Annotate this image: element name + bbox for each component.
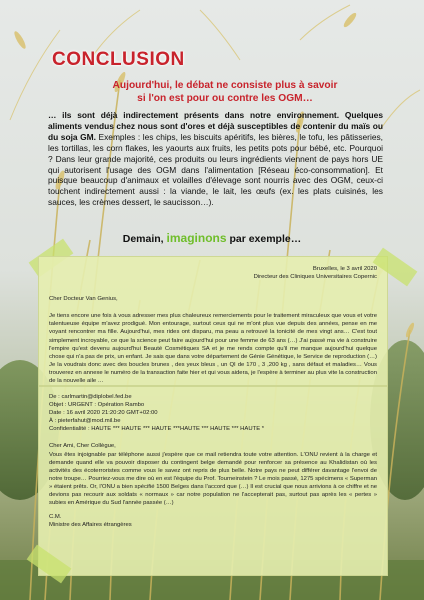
email-body: Vous êtes injoignable par téléphone aussi j'espère que ce mail retiendra toute votre attention. L'ONU revient à la charge et demande quand elle va pouvoir disposer du contingent belge demandé pour renforcer sa présence au Khalidistan où les activités des écoterroristes comme vous le savez ont repris de plus belle. Notre pays ne peut différer davantage l'envoi de notre troupe… Pourriez-vous me dire où en est l'équipe du Prof. Tourneinstein ? Le mois passé, 1275 spécimens « Superman » étaient prêts. Or, l'ONU a bien spécifié 1500 Belges dans l'accord que (…) Il est crucial que nous arrivions à ce chiffre et ne devions pas recourir aux soldats « normaux » car notre population ne l'accepterait pas, surtout pas après les « pertes » subies en Amérique du Sud l'année passée (…) [49,451,377,507]
email-greeting: Cher Ami, Cher Collègue, [49,443,116,450]
email-confidentiality: Confidentialité : HAUTE *** HAUTE *** HAUTE ***HAUTE *** HAUTE *** HAUTE * [49,426,265,433]
email-sig-initials: C.M. [49,514,62,521]
intro-lead: … ils sont déjà indirectement présents dans notre environnement. Quelques aliments vendus chez nous sont d'ores et déjà susceptibles de contenir du maïs ou du soja GM. [48,110,383,142]
subtitle [60,79,390,105]
email-to: À : pieterfahut@mod.mil.be [49,418,121,425]
tagline-highlight: imaginons [166,231,227,245]
email-date: Date : 16 avril 2020 21:20:20 GMT+02:00 [49,410,158,417]
letter-greeting: Cher Docteur Van Genius, [49,296,118,303]
intro-text: Exemples : les chips, les biscuits apéritifs, les bières, le tofu, les pâtisseries, les tortillas, les corn flakes, les yaourts aux fruits, les petits pots pour bébé, etc. Pourquoi ? Dans leur grande majorité, ces produits ou leurs ingrédients viennent de pays hors UE qui autorisent l'usage des OGM dans l'alimentation [Réseau éco-consommation]. Et puisque beaucoup d'animaux et volailles d'élevage sont nourris avec des OGM, ceux-ci touchent indirectement aussi : la viande, le lait, les œufs (ex. les plats cuisinés, les sauces, les crèmes dessert, le saucisson…). [48,131,384,208]
email-subject: Objet : URGENT : Opération Rambo [49,402,145,409]
letter-header [49,265,377,281]
subtitle-line-1: Aujourd'hui, le débat ne consiste plus à savoir [112,80,338,91]
email-header [49,393,377,433]
email-sig-title: Ministre des Affaires étrangères [49,522,132,529]
tagline-after: par exemple… [226,233,302,245]
letter-date: Bruxelles, le 3 avril 2020 [312,266,377,272]
letter-sender: Directeur des Cliniques Universitaires Copernic [253,274,377,281]
email-note [38,386,388,576]
subtitle-line-2: si l'on est pour ou contre les OGM… [137,93,313,104]
email-from: De : carlmartin@diplobel.fed.be [49,394,132,400]
letter-body: Je tiens encore une fois à vous adresser mes plus chaleureux remerciements pour le traitement miraculeux que vous et votre talentueuse équipe m'avez prodigué. Mon entourage, surtout ceux qui ne m'ont plus vue depuis des années, pense en me voyant rencontrer ma fille. Aujourd'hui, mes rides ont disparu, ma peau a retrouvé la tonicité de mes vingt ans… C'est tout simplement incroyable, ce que la science peut faire aujourd'hui pour une femme de 63 ans (…) J'ai passé ma vie à construire l'empire qu'est devenu aujourd'hui Beauté Cosmétiques SA et je me rends compte qu'il me manque aujourd'hui quelque chose qui n'a pas de prix, un enfant. Je sais que dans votre département de Génie Génétique, le Service de reproduction (…) Je la voudrais donc avec des boucles brunes , des yeux bleus , un QI de 170 , 3 ,200 kg , sans défaut et maladies… Vous trouverez en annexe le numéro de la transaction faite hier et qui vous aidera, je l'espère à terminer au plus vite la construction de la nouvelle aile … [49,313,377,385]
letter-note [38,256,388,386]
intro-paragraph [48,110,383,208]
tagline-before: Demain, [122,233,167,245]
email-signature [49,513,377,529]
page-title: CONCLUSION [52,49,185,70]
